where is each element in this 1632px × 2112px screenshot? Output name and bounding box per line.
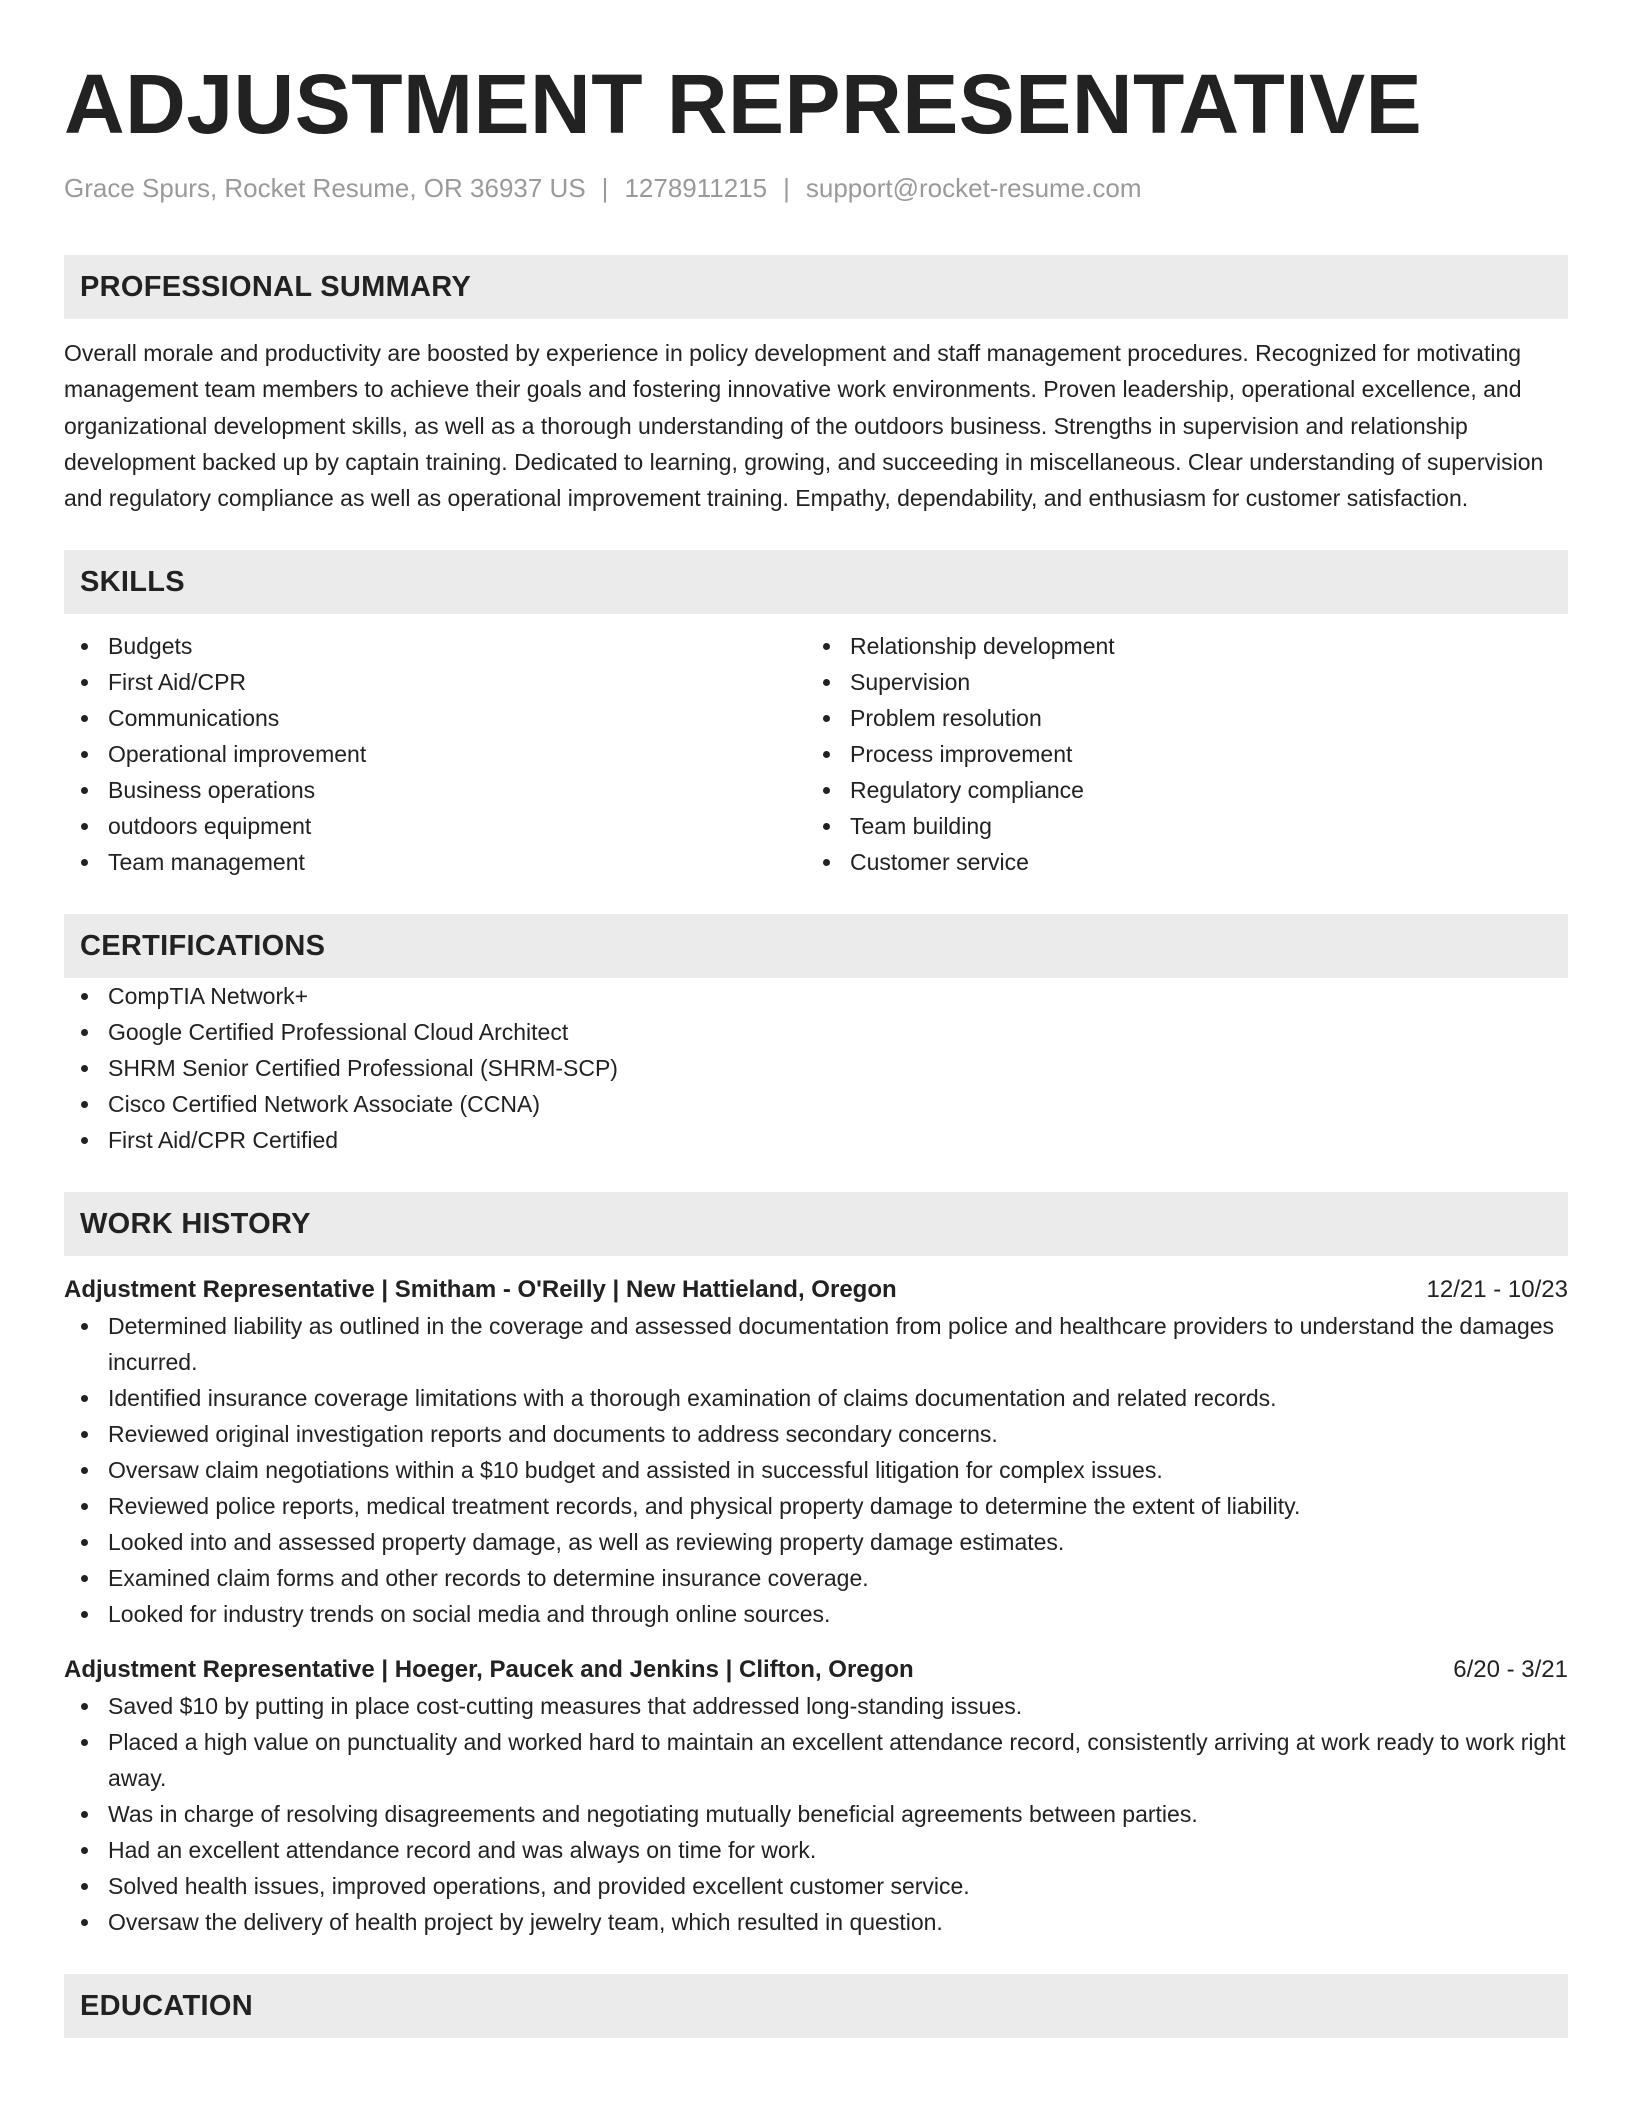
job-duty-item: Oversaw claim negotiations within a $10 budget and assisted in successful litigation for complex issues. [64, 1452, 1568, 1488]
job-title-row [64, 1652, 1568, 1688]
skill-item: Regulatory compliance [806, 772, 1548, 808]
job-dates: 6/20 - 3/21 [1453, 1656, 1568, 1684]
job-duty-item: Was in charge of resolving disagreements and negotiating mutually beneficial agreements between parties. [64, 1796, 1568, 1832]
certifications-heading: CERTIFICATIONS [64, 914, 1568, 978]
education-heading: EDUCATION [64, 1974, 1568, 2038]
contact-line [64, 172, 1568, 204]
certification-item: Google Certified Professional Cloud Architect [64, 1014, 1568, 1050]
skill-item: Process improvement [806, 736, 1548, 772]
skills-left-list [64, 628, 806, 880]
resume-title: ADJUSTMENT REPRESENTATIVE [64, 57, 1423, 151]
certification-item: SHRM Senior Certified Professional (SHRM-SCP) [64, 1050, 1568, 1086]
job-duty-item: Solved health issues, improved operations, and provided excellent customer service. [64, 1868, 1568, 1904]
certifications-list [64, 978, 1568, 1158]
skill-item: Team building [806, 808, 1548, 844]
contact-email: support@rocket-resume.com [805, 173, 1142, 203]
skill-item: outdoors equipment [64, 808, 806, 844]
skills-heading: SKILLS [64, 550, 1568, 614]
certification-item: First Aid/CPR Certified [64, 1122, 1568, 1158]
skill-item: Relationship development [806, 628, 1548, 664]
skill-item: Operational improvement [64, 736, 806, 772]
contact-phone: 1278911215 [624, 173, 768, 203]
contact-separator: | [783, 173, 790, 203]
certification-item: CompTIA Network+ [64, 978, 1568, 1014]
skills-grid [64, 628, 1568, 880]
job-duty-item: Had an excellent attendance record and was always on time for work. [64, 1832, 1568, 1868]
certification-item: Cisco Certified Network Associate (CCNA) [64, 1086, 1568, 1122]
resume-page [64, 0, 1568, 2038]
summary-heading: PROFESSIONAL SUMMARY [64, 255, 1568, 319]
job-title: Adjustment Representative | Hoeger, Paucek and Jenkins | Clifton, Oregon [64, 1656, 914, 1684]
skill-item: Problem resolution [806, 700, 1548, 736]
skill-item: Team management [64, 844, 806, 880]
job-duties-list [64, 1308, 1568, 1632]
job-duty-item: Reviewed original investigation reports and documents to address secondary concerns. [64, 1416, 1568, 1452]
job-duty-item: Looked for industry trends on social media and through online sources. [64, 1596, 1568, 1632]
job-duty-item: Placed a high value on punctuality and worked hard to maintain an excellent attendance record, consistently arriving at work ready to work right away. [64, 1724, 1568, 1796]
job-duty-item: Looked into and assessed property damage, as well as reviewing property damage estimates. [64, 1524, 1568, 1560]
summary-text: Overall morale and productivity are boosted by experience in policy development and staff management procedures. Recognized for motivating management team members to achieve their goals and fostering innovative work environments. Proven leadership, operational excellence, and organizational development skills, as well as a thorough understanding of the outdoors business. Strengths in supervision and relationship development backed up by captain training. Dedicated to learning, growing, and succeeding in miscellaneous. Clear understanding of supervision and regulatory compliance as well as operational improvement training. Empathy, dependability, and enthusiasm for customer satisfaction. [64, 340, 1544, 512]
job-duty-item: Reviewed police reports, medical treatment records, and physical property damage to determine the extent of liability. [64, 1488, 1568, 1524]
job-dates: 12/21 - 10/23 [1426, 1276, 1568, 1304]
skill-item: Supervision [806, 664, 1548, 700]
skill-item: Budgets [64, 628, 806, 664]
job-entry [64, 1652, 1568, 1940]
skill-item: Customer service [806, 844, 1548, 880]
job-entry [64, 1272, 1568, 1632]
job-duty-item: Oversaw the delivery of health project by jewelry team, which resulted in question. [64, 1904, 1568, 1940]
job-duty-item: Determined liability as outlined in the coverage and assessed documentation from police and healthcare providers to understand the damages incurred. [64, 1308, 1568, 1380]
job-title: Adjustment Representative | Smitham - O'Reilly | New Hattieland, Oregon [64, 1276, 897, 1304]
skill-item: Communications [64, 700, 806, 736]
job-duties-list [64, 1688, 1568, 1940]
job-duty-item: Identified insurance coverage limitations with a thorough examination of claims documentation and related records. [64, 1380, 1568, 1416]
skills-right-list [806, 628, 1548, 880]
job-duty-item: Saved $10 by putting in place cost-cutting measures that addressed long-standing issues. [64, 1688, 1568, 1724]
job-title-row [64, 1272, 1568, 1308]
job-duty-item: Examined claim forms and other records to determine insurance coverage. [64, 1560, 1568, 1596]
contact-address: Grace Spurs, Rocket Resume, OR 36937 US [64, 173, 586, 203]
work-history-heading: WORK HISTORY [64, 1192, 1568, 1256]
contact-separator: | [601, 173, 609, 203]
skill-item: First Aid/CPR [64, 664, 806, 700]
skill-item: Business operations [64, 772, 806, 808]
